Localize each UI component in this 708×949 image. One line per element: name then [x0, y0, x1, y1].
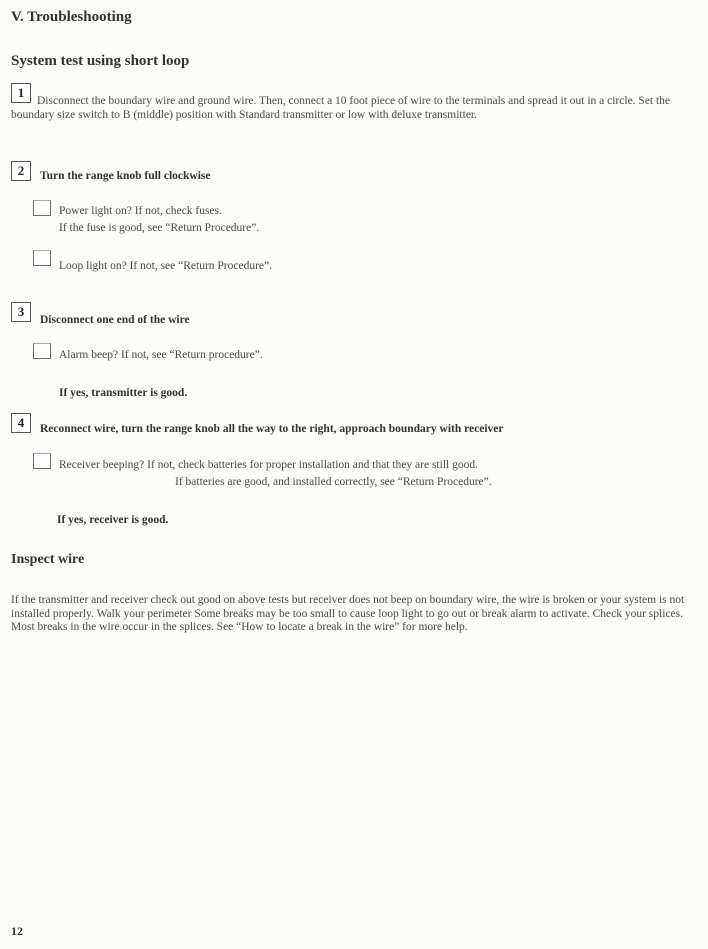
check-text: Receiver beeping? If not, check batteries for proper installation and that they are still good.	[59, 459, 478, 471]
step-2-label: Turn the range knob full clockwise	[40, 170, 211, 182]
section-title: V. Troubleshooting	[11, 9, 132, 25]
subtitle: System test using short loop	[11, 53, 190, 69]
step-1-text: Disconnect the boundary wire and ground wire. Then, connect a 10 foot piece of wire to the terminals and spread it out in a circle. Set the boundary size switch to B (middle) position with Standard transmitter or low with deluxe transmitter.	[11, 95, 671, 121]
step-3-label: Disconnect one end of the wire	[40, 314, 190, 326]
step-3-number: 3	[11, 302, 31, 322]
check-text: If batteries are good, and installed correctly, see “Return Procedure”.	[175, 476, 492, 488]
inspect-heading: Inspect wire	[11, 552, 85, 567]
step-4-label: Reconnect wire, turn the range knob all the way to the right, approach boundary with receiver	[40, 423, 504, 435]
step-4-number: 4	[11, 413, 31, 433]
power-light-checkbox[interactable]	[33, 200, 51, 216]
transmitter-result: If yes, transmitter is good.	[59, 387, 188, 399]
receiver-beeping-checkbox[interactable]	[33, 453, 51, 469]
alarm-beep-checkbox[interactable]	[33, 343, 51, 359]
inspect-text: If the transmitter and receiver check out good on above tests but receiver does not beep on boundary wire, the wire is broken or your system is not installed properly. Walk your perimeter Some breaks may be too small to cause loop light to go out or break alarm to activate. Check your splices. Most breaks in the wire occur in the splices. See “How to locate a break in the wire” for more help.	[11, 594, 685, 633]
step-2-number: 2	[11, 161, 31, 181]
check-text: If the fuse is good, see “Return Procedure”.	[59, 222, 260, 234]
check-text: Loop light on? If not, see “Return Procedure”.	[59, 260, 273, 272]
step-1-number: 1	[11, 83, 31, 103]
receiver-result: If yes, receiver is good.	[57, 514, 169, 526]
loop-light-checkbox[interactable]	[33, 250, 51, 266]
page-number: 12	[11, 924, 23, 938]
check-text: Alarm beep? If not, see “Return procedure”.	[59, 349, 263, 361]
check-text: Power light on? If not, check fuses.	[59, 205, 222, 217]
